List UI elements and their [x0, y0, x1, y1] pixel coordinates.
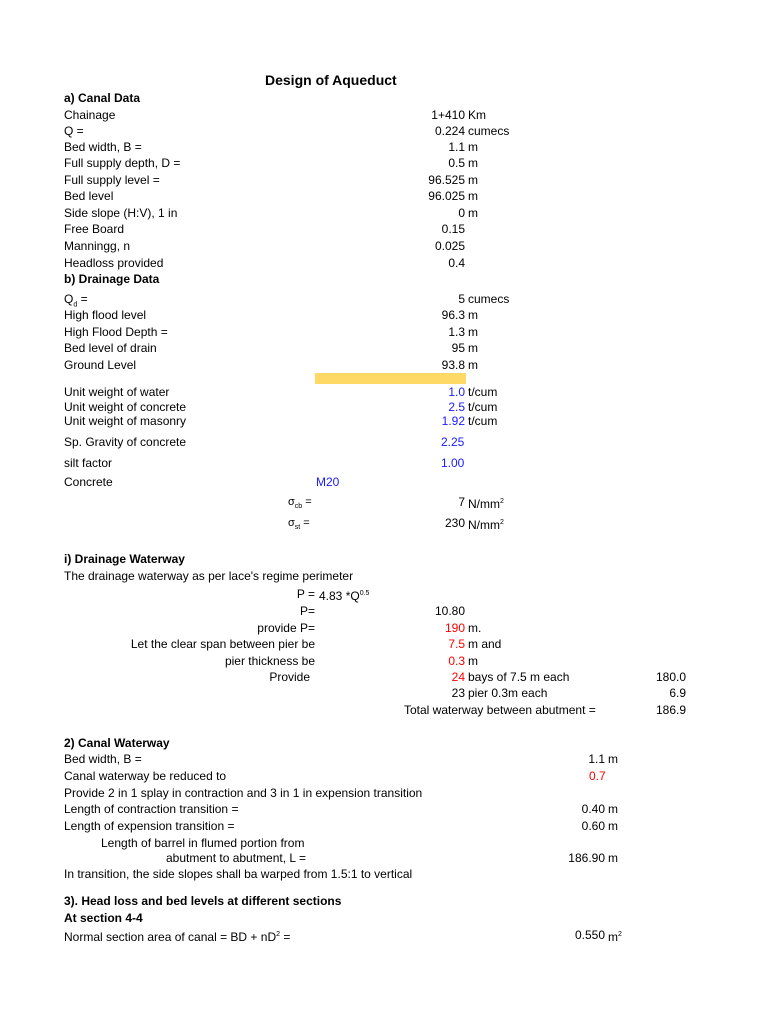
canal-label-headloss: Headloss provided [64, 256, 164, 270]
total-waterway-label: Total waterway between abutment = [404, 703, 596, 717]
total-waterway-value: 186.9 [655, 703, 686, 717]
weight-value-water: 1.0 [448, 385, 465, 399]
pier-thickness-unit: m [468, 654, 478, 668]
drainage-label-bed-level: Bed level of drain [64, 341, 157, 355]
cw-bed-width-value: 1.1 [588, 752, 605, 766]
drainage-label-hfl: High flood level [64, 308, 147, 322]
drainage-label-qd: $Q_d$ = [64, 292, 88, 309]
drainage-label-hfd: High Flood Depth = [64, 325, 168, 339]
drainage-label-ground-level: Ground Level [64, 358, 137, 372]
pier-count: 23 [451, 686, 465, 700]
normal-section-label: Normal section area of canal = BD + $nD^2$ = [64, 930, 291, 944]
cw-expension-unit: m [608, 819, 618, 833]
section-heading-canal-data: a) Canal Data [64, 91, 141, 105]
weight-value-masonry: 1.92 [441, 414, 465, 428]
bays-text: bays of 7.5 m each [468, 670, 570, 684]
drainage-unit-hfd: m [468, 325, 478, 339]
pier-text: pier 0.3m each [468, 686, 548, 700]
drainage-unit-ground-level: m [468, 358, 478, 372]
stress-unit-cb: $N/mm^2$ [468, 497, 504, 511]
drainage-unit-qd: cumecs [468, 292, 510, 306]
drainage-value-bed-level: 95 [451, 341, 465, 355]
canal-value-fsl: 96.525 [428, 173, 465, 187]
provide-p-value: 190 [444, 621, 465, 635]
canal-label-discharge: Q = [64, 124, 84, 138]
weight-unit-water: t/cum [468, 385, 498, 399]
clear-span-unit: m and [468, 637, 502, 651]
cw-bed-width-label: Bed width, B = [64, 752, 142, 766]
cw-transition-text: In transition, the side slopes shall ba warped from 1.5:1 to vertical [64, 867, 413, 881]
drainage-unit-hfl: m [468, 308, 478, 322]
canal-label-free-board: Free Board [64, 222, 125, 236]
canal-value-headloss: 0.4 [448, 256, 465, 270]
silt-factor-value: 1.00 [441, 456, 465, 470]
cw-contraction-label: Length of contraction transition = [64, 802, 239, 816]
canal-label-fsd: Full supply depth, D = [64, 156, 181, 170]
highlighted-cell [315, 373, 466, 384]
section-heading-head-loss: 3). Head loss and bed levels at different sections [64, 894, 342, 908]
section-heading-canal-waterway: 2) Canal Waterway [64, 736, 170, 750]
canal-unit-bed-level: m [468, 189, 478, 203]
weight-label-water: Unit weight of water [64, 385, 170, 399]
canal-value-chainage: 1+410 [431, 108, 465, 122]
canal-label-bed-level: Bed level [64, 189, 114, 203]
stress-value-st: 230 [444, 516, 465, 530]
page-title: Design of Aqueduct [265, 72, 397, 88]
cw-reduced-value: 0.7 [589, 769, 606, 783]
clear-span-value: 7.5 [448, 637, 465, 651]
cw-contraction-unit: m [608, 802, 618, 816]
canal-unit-fsl: m [468, 173, 478, 187]
silt-factor-label: silt factor [64, 456, 113, 470]
weight-unit-masonry: t/cum [468, 414, 498, 428]
formula-rhs: 4.83 $*Q^{0.5}$ [319, 589, 370, 603]
weight-unit-concrete: t/cum [468, 400, 498, 414]
cw-expension-label: Length of expension transition = [64, 819, 235, 833]
canal-value-side-slope: 0 [458, 206, 465, 220]
canal-label-side-slope: Side slope (H:V), 1 in [64, 206, 178, 220]
cw-barrel-label-line2: abutment to abutment, L = [166, 851, 306, 865]
canal-unit-chainage: Km [468, 108, 486, 122]
canal-value-discharge: 0.224 [434, 124, 465, 138]
concrete-label: Concrete [64, 475, 113, 489]
drainage-value-hfd: 1.3 [448, 325, 465, 339]
canal-unit-fsd: m [468, 156, 478, 170]
cw-splay-text: Provide 2 in 1 splay in contraction and 3 in 1 in expension transition [64, 786, 423, 800]
provide-p-label: provide P= [257, 621, 315, 635]
stress-unit-st: $N/mm^2$ [468, 518, 504, 532]
drainage-value-qd: 5 [458, 292, 465, 306]
canal-unit-side-slope: m [468, 206, 478, 220]
canal-value-bed-level: 96.025 [428, 189, 465, 203]
section-heading-drainage-waterway: i) Drainage Waterway [64, 552, 185, 566]
pier-thickness-label: pier thickness be [224, 654, 315, 668]
canal-label-bed-width: Bed width, B = [64, 140, 142, 154]
bays-total: 180.0 [655, 670, 686, 684]
canal-unit-bed-width: m [468, 140, 478, 154]
p-label: P= [299, 604, 315, 618]
bays-count: 24 [451, 670, 465, 684]
concrete-grade: M20 [316, 475, 340, 489]
clear-span-label: Let the clear span between pier be [130, 637, 315, 651]
weight-label-concrete: Unit weight of concrete [64, 400, 187, 414]
canal-label-manning: Manningg, n [64, 239, 131, 253]
cw-contraction-value: 0.40 [581, 802, 605, 816]
canal-value-fsd: 0.5 [448, 156, 465, 170]
pier-thickness-value: 0.3 [448, 654, 465, 668]
canal-value-free-board: 0.15 [441, 222, 465, 236]
normal-section-unit: $m^2$ [608, 930, 622, 944]
canal-unit-discharge: cumecs [468, 124, 510, 138]
drainage-value-ground-level: 93.8 [441, 358, 465, 372]
canal-value-bed-width: 1.1 [448, 140, 465, 154]
cw-barrel-value: 186.90 [568, 851, 605, 865]
waterway-intro: The drainage waterway as per lace's regime perimeter [64, 569, 354, 583]
section-heading-drainage-data: b) Drainage Data [64, 272, 160, 286]
drainage-value-hfl: 96.3 [441, 308, 465, 322]
provide-p-unit: m. [468, 621, 482, 635]
cw-barrel-label-line1: Length of barrel in flumed portion from [101, 836, 305, 850]
canal-label-chainage: Chainage [64, 108, 116, 122]
formula-lhs: P = [296, 587, 315, 601]
cw-expension-value: 0.60 [581, 819, 605, 833]
drainage-unit-bed-level: m [468, 341, 478, 355]
sp-gravity-label: Sp. Gravity of concrete [64, 435, 187, 449]
normal-section-value: 0.550 [574, 928, 605, 942]
stress-value-cb: 7 [458, 495, 465, 509]
cw-reduced-label: Canal waterway be reduced to [64, 769, 227, 783]
pier-total: 6.9 [669, 686, 686, 700]
stress-label-st: $\sigma_{st}$ = [288, 517, 310, 532]
p-value: 10.80 [434, 604, 465, 618]
sp-gravity-value: 2.25 [441, 435, 465, 449]
cw-bed-width-unit: m [608, 752, 618, 766]
section-subheading-4-4: At section 4-4 [64, 911, 143, 925]
canal-label-fsl: Full supply level = [64, 173, 160, 187]
weight-label-masonry: Unit weight of masonry [64, 414, 187, 428]
stress-label-cb: $\sigma_{cb}$ = [288, 496, 312, 511]
weight-value-concrete: 2.5 [448, 400, 465, 414]
canal-value-manning: 0.025 [434, 239, 465, 253]
cw-barrel-unit: m [608, 851, 618, 865]
provide-label: Provide [269, 670, 310, 684]
